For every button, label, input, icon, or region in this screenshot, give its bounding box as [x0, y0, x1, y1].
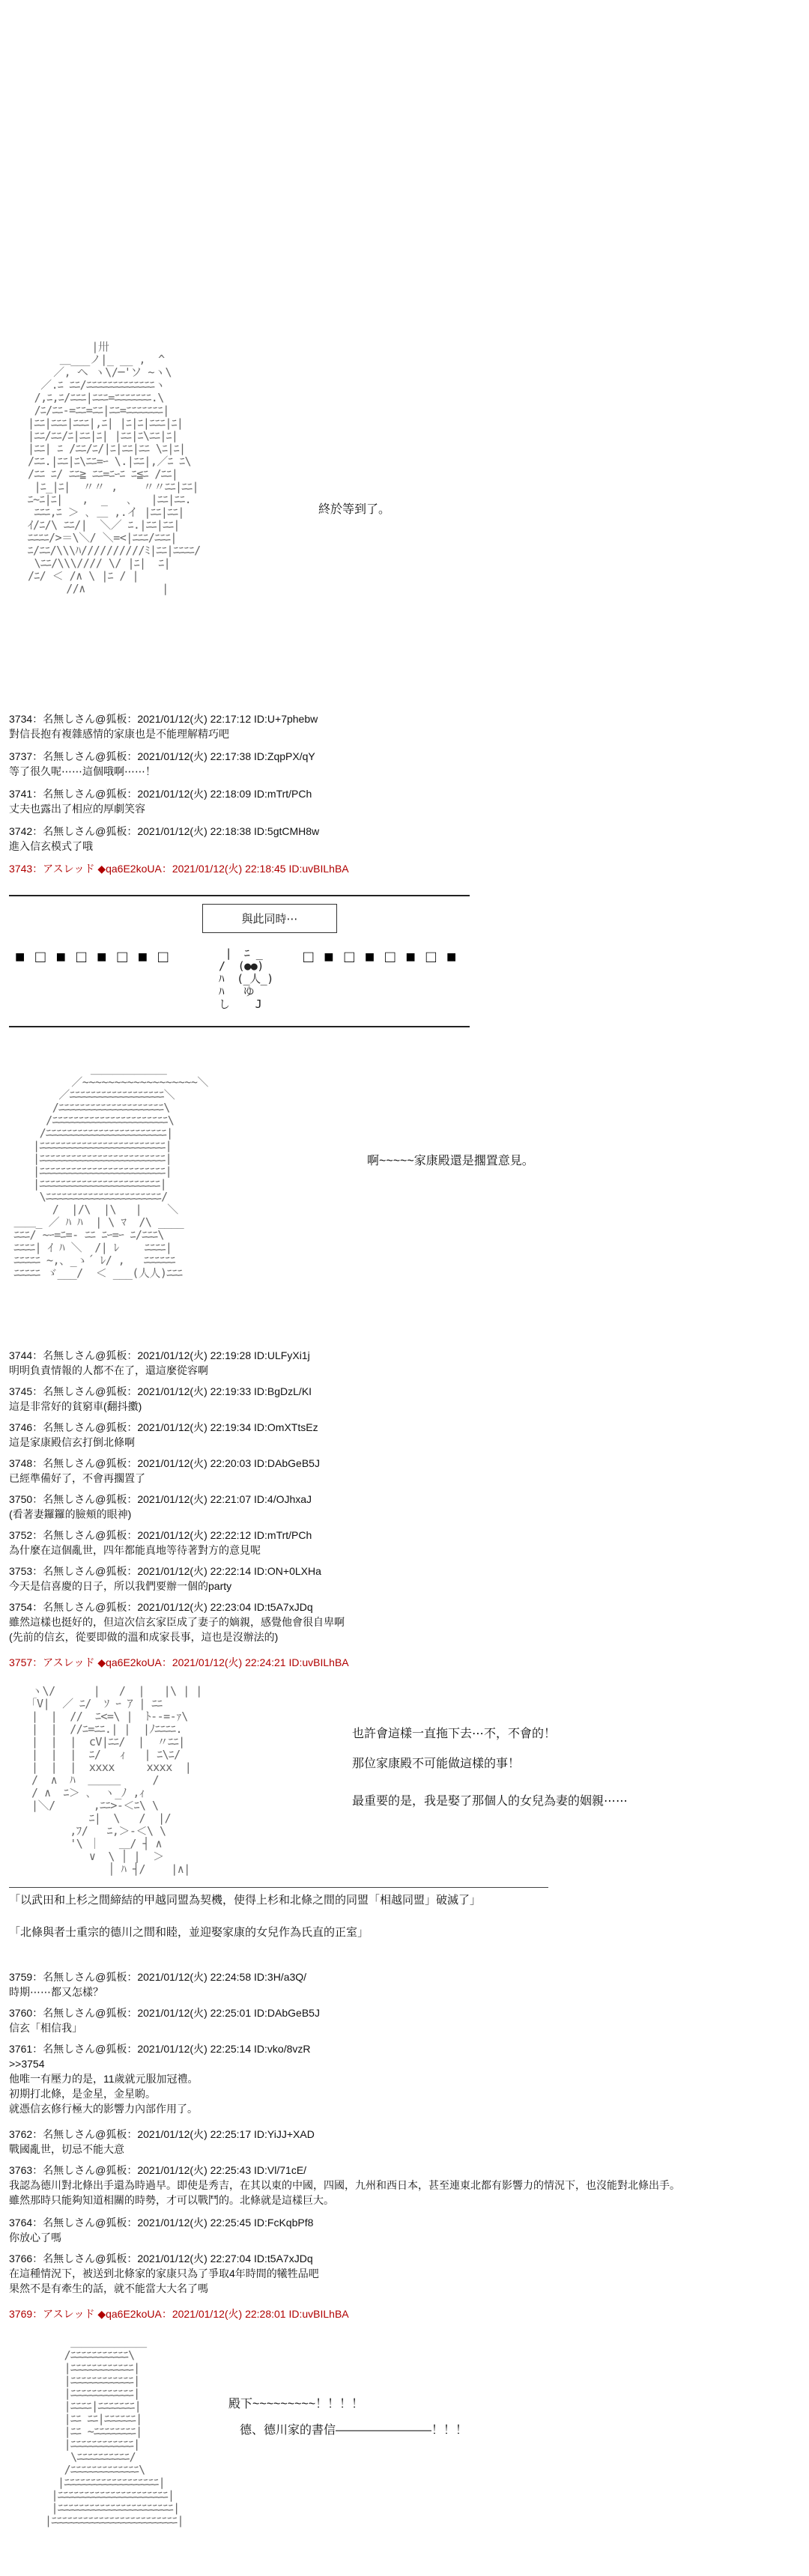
- post-header: 3734：名無しさん@狐板：2021/01/12(火) 22:17:12 ID:U+7phebw: [9, 713, 318, 725]
- post-body: 時期⋯⋯都又怎樣？: [9, 1986, 103, 1998]
- divider: [9, 1026, 470, 1027]
- post-body: 雖然這樣也挺好的，但這次信玄家臣成了妻子的嫡親，感覺他會很自卑啊 (先前的信玄，從要即做的溫和成家長事，這也是沒辦法的): [9, 1616, 345, 1643]
- post-body: 在這種情況下，被送到北條家的家康只為了爭取4年時間的犧牲品吧 果然不是有牽生的話，就不能當大大名了嗎: [9, 2267, 319, 2294]
- post-body: 等了很久呢⋯⋯這個哦啊⋯⋯！: [9, 765, 156, 777]
- forum-post: [9, 1456, 796, 1486]
- forum-post: [9, 1564, 796, 1594]
- ascii-art-character-3: ヽ\/ | / | |\ | | ｢V| ／ ﾆ/ ｿ ｰ ｱ | ﾆﾆ | | // ﾆ<=\ | ﾄ‐-=-ｧ\ | | //ﾆ=ﾆﾆ.| | |ﾉﾆﾆﾆﾆ. | | | cV|ﾆﾆ/ | 〃ﾆﾆ| | | | ﾆ/ ｨ | ﾆ\ﾆ/ | | | xxxx xxxx | / ∧ ﾊ ＿＿＿ / / ∧ ﾆ＞ ､ ヽ_ﾉ ,ｨ |＼/ ,ﾆﾆ>‐＜ﾆ\ \ ﾆ| \ / |/ ,ﾌ/ ﾆ,＞‐＜\ \ '\ ｜ ＿/ ┤ ∧ ∨ \ │ | ＞ │ ﾊ ┤/ |∧|: [31, 1684, 202, 1876]
- post-header: 3754：名無しさん@狐板：2021/01/12(火) 22:23:04 ID:t5A7xJDq: [9, 1601, 313, 1613]
- square-row-left: ■□■□■□■□: [15, 947, 179, 966]
- speech-line: 也許會這樣一直拖下去⋯不，不會的！: [352, 1728, 557, 1740]
- post-header: 3766：名無しさん@狐板：2021/01/12(火) 22:27:04 ID:t5A7xJDq: [9, 2253, 313, 2264]
- forum-post: [9, 2215, 796, 2245]
- forum-post: [9, 2251, 796, 2296]
- divider: [9, 1887, 548, 1888]
- post-body: 戰國亂世，切忌不能大意: [9, 2143, 124, 2155]
- narration-line: 「以武田和上杉之間締結的甲越同盟為契機，使得上杉和北條之間的同盟「相越同盟」破滅了」: [9, 1894, 482, 1907]
- post-body: 對信長抱有複雜感情的家康也是不能理解精巧吧: [9, 728, 229, 740]
- post-body: 這是家康殿信玄打倒北條啊: [9, 1436, 135, 1448]
- speech-line: 德、德川家的書信――――――――！！！: [240, 2424, 468, 2437]
- forum-post: [9, 786, 796, 816]
- forum-post: [9, 2127, 796, 2157]
- post-header: 3760：名無しさん@狐板：2021/01/12(火) 22:25:01 ID:DAbGeB5J: [9, 2007, 320, 2019]
- post-body: 信玄「相信我」: [9, 2022, 82, 2034]
- post-header: 3763：名無しさん@狐板：2021/01/12(火) 22:25:43 ID:Vl/71cE/: [9, 2164, 307, 2176]
- author-post: [9, 861, 796, 876]
- author-post: [9, 2306, 796, 2321]
- ascii-art-character-1: |卅 ＿___ノ|_ __ , ^ ／, ヘ ヽ\/─'ソ ~ヽ\ ／.ﾆ ﾆﾆ/ﾆﾆﾆﾆﾆﾆﾆﾆﾆﾆﾆﾆﾆヽ /,ﾆ,ﾆ/ﾆﾆﾆ|ﾆﾆﾆ=ﾆﾆﾆﾆﾆﾆﾆ.\ /ﾆ/ﾆﾆ-=ﾆﾆ=ﾆﾆ|ﾆﾆ=ﾆﾆﾆﾆﾆﾆﾆ| |ﾆﾆ|ﾆﾆﾆ|ﾆﾆﾆ|,ﾆ| |ﾆ|ﾆ|ﾆﾆﾆ|ﾆ| |ﾆﾆ/ﾆﾆ/ﾆ|ﾆﾆ|ﾆ| |ﾆﾆ|ﾆ\ﾆﾆ|ﾆ| |ﾆﾆ| ﾆ /ﾆﾆ/ﾆ/|ﾆ|ﾆﾆ|ﾆﾆ \ﾆ|ﾆ| /ﾆﾆ.|ﾆﾆ|ﾆ\ﾆﾆ=ｰ \.|ﾆﾆ|,／ﾆ ﾆ\ /ﾆﾆ ﾆ/ ﾆﾆ≧ ﾆﾆ=ﾆｰﾆ ﾆ≦ﾆ /ﾆﾆ| |ﾆ_|ﾆ| 〃〃 , 〃〃ﾆﾆ|ﾆﾆ| ﾆ~ﾆ|ﾆ| , _ ､ |ﾆﾆ|ﾆﾆ. ﾆﾆﾆ,ﾆ ＞ ､ ＿ ,.イ |ﾆﾆ|ﾆﾆ| ｲ/ﾆ/\ ﾆﾆ/| ＼／ ﾆ.|ﾆﾆ|ﾆﾆ| ﾆﾆﾆﾆ/>＝\＼/ ＼=<|ﾆﾆﾆ/ﾆﾆﾆ| ﾆ/ﾆﾆ/\\\ﾊ//////////ﾐ|ﾆﾆ|ﾆﾆﾆﾆ/ \ﾆﾆ/\\\//// \/ |ﾆ| ﾆ| /ﾆ/ ＜ /∧ \ |ﾆ / | //∧ |: [28, 340, 201, 595]
- post-body: >>3754 他唯一有壓力的是，11歲就元服加冠禮。 初期打北條，是金星，金星喲。 就憑信玄修行極大的影響力內部作用了。: [9, 2058, 199, 2115]
- post-header: 3753：名無しさん@狐板：2021/01/12(火) 22:22:14 ID:ON+0LXHa: [9, 1565, 321, 1577]
- post-body: 我認為德川對北條出手還為時過早。即使是秀吉，在其以東的中國，四國，九州和西日本，甚至連東北都有影響力的情況下，也沒能對北條出手。 雖然那時只能夠知道相關的時勢，才可以戰鬥的。北條就是這樣巨大。: [9, 2179, 680, 2206]
- ascii-art-character-4: ＿＿＿＿＿＿＿ /ﾆﾆﾆﾆﾆﾆﾆﾆﾆﾆﾆ\ |ﾆﾆﾆﾆﾆﾆﾆﾆﾆﾆﾆﾆ| |ﾆﾆﾆﾆﾆﾆﾆﾆﾆﾆﾆﾆ| |ﾆﾆﾆﾆﾆﾆﾆﾆﾆﾆﾆﾆ| |ﾆﾆﾆﾆ|ﾆﾆﾆﾆﾆﾆﾆ| |ﾆﾆ ﾆﾆ|ﾆﾆﾆﾆﾆﾆ| |ﾆﾆ ~ﾆﾆﾆﾆﾆﾆﾆﾆ| |ﾆﾆﾆﾆﾆﾆﾆﾆﾆﾆﾆﾆ| \ﾆﾆﾆﾆﾆﾆﾆﾆﾆﾆ/ /ﾆﾆﾆﾆﾆﾆﾆﾆﾆﾆﾆﾆﾆ\ |ﾆﾆﾆﾆﾆﾆﾆﾆﾆﾆﾆﾆﾆﾆﾆﾆﾆﾆ| |ﾆﾆﾆﾆﾆﾆﾆﾆﾆﾆﾆﾆﾆﾆﾆﾆﾆﾆﾆﾆﾆ| |ﾆﾆﾆﾆﾆﾆﾆﾆﾆﾆﾆﾆﾆﾆﾆﾆﾆﾆﾆﾆﾆﾆ| |ﾆﾆﾆﾆﾆﾆﾆﾆﾆﾆﾆﾆﾆﾆﾆﾆﾆﾆﾆﾆﾆﾆﾆﾆ|: [45, 2336, 184, 2527]
- speech-line: 啊~~~~~家康殿還是擱置意見。: [367, 1155, 534, 1167]
- post-header: 3752：名無しさん@狐板：2021/01/12(火) 22:22:12 ID:mTrt/PCh: [9, 1529, 312, 1541]
- post-header: 3745：名無しさん@狐板：2021/01/12(火) 22:19:33 ID:BgDzL/KI: [9, 1385, 312, 1397]
- post-body: 這是非常好的貧窮車(翻抖擻): [9, 1400, 142, 1412]
- post-body: 你放心了嗎: [9, 2232, 61, 2244]
- speech-line: 終於等到了。: [318, 503, 391, 516]
- post-body: 明明負責情報的人都不在了，還這麼從容啊: [9, 1364, 208, 1376]
- post-header: 3737：名無しさん@狐板：2021/01/12(火) 22:17:38 ID:ZqpPX/qY: [9, 750, 315, 762]
- scene-caption-box: 與此同時⋯: [202, 904, 337, 933]
- ascii-art-small-character: | ﾆ _ / (●●) ﾊ (_人_) ﾊ ゆ し J: [219, 947, 273, 1011]
- post-header: 3759：名無しさん@狐板：2021/01/12(火) 22:24:58 ID:3H/a3Q/: [9, 1971, 307, 1983]
- ascii-art-character-2: ＿＿＿＿＿＿＿ ／~~~~~~~~~~~~~~~~~~＼ ／ﾆﾆﾆﾆﾆﾆﾆﾆﾆﾆﾆﾆﾆﾆﾆﾆﾆﾆ＼ /ﾆﾆﾆﾆﾆﾆﾆﾆﾆﾆﾆﾆﾆﾆﾆﾆﾆﾆﾆﾆ\ /ﾆﾆﾆﾆﾆﾆﾆﾆﾆﾆﾆﾆﾆﾆﾆﾆﾆﾆﾆﾆﾆﾆ\ /ﾆﾆﾆﾆﾆﾆﾆﾆﾆﾆﾆﾆﾆﾆﾆﾆﾆﾆﾆﾆﾆﾆﾆ| |ﾆﾆﾆﾆﾆﾆﾆﾆﾆﾆﾆﾆﾆﾆﾆﾆﾆﾆﾆﾆﾆﾆﾆﾆ| |ﾆﾆﾆﾆﾆﾆﾆﾆﾆﾆﾆﾆﾆﾆﾆﾆﾆﾆﾆﾆﾆﾆﾆﾆ| |ﾆﾆﾆﾆﾆﾆﾆﾆﾆﾆﾆﾆﾆﾆﾆﾆﾆﾆﾆﾆﾆﾆﾆﾆ| |ﾆﾆﾆﾆﾆﾆﾆﾆﾆﾆﾆﾆﾆﾆﾆﾆﾆﾆﾆﾆﾆﾆﾆ| \ﾆﾆﾆﾆﾆﾆﾆﾆﾆﾆﾆﾆﾆﾆﾆﾆﾆﾆﾆﾆﾆﾆ/ / |/\ |\ | ＼ ＿＿_ ／ ﾊ ﾊ | \ ﾏ /\ ____ ﾆﾆﾆ/ ~ｰ=ﾆ=‐ ﾆﾆ ﾆｰ=ｰ ﾆ/ﾆﾆﾆ\ ﾆﾆﾆﾆ| ｲ ﾊ ＼ /| ﾚ ﾆﾆﾆﾆ| ﾆﾆﾆﾆﾆ ~,、_ゝ´ ﾚ/ , ﾆﾆﾆﾆﾆﾆ ﾆﾆﾆﾆﾆ ゞ___/ ＜ ___(人人)ﾆﾆﾆ: [13, 1063, 208, 1280]
- post-header: 3750：名無しさん@狐板：2021/01/12(火) 22:21:07 ID:4/OJhxaJ: [9, 1493, 312, 1505]
- forum-post: [9, 1384, 796, 1414]
- post-header: 3764：名無しさん@狐板：2021/01/12(火) 22:25:45 ID:FcKqbPf8: [9, 2217, 314, 2229]
- forum-post: [9, 711, 796, 741]
- forum-post: [9, 1969, 796, 1999]
- narration-line: 「北條與者士重宗的德川之間和睦，並迎娶家康的女兒作為氏直的正室」: [9, 1926, 369, 1939]
- forum-post: [9, 2005, 796, 2035]
- speech-line: 那位家康殿不可能做這樣的事！: [352, 1758, 521, 1770]
- divider: [9, 895, 470, 896]
- post-header: 3742：名無しさん@狐板：2021/01/12(火) 22:18:38 ID:5gtCMH8w: [9, 825, 320, 837]
- post-body: 丈夫也露出了相应的厚劇笑容: [9, 803, 145, 815]
- forum-post: [9, 2041, 796, 2116]
- post-body: 已經準備好了，不會再擱置了: [9, 1472, 145, 1484]
- post-header: 3762：名無しさん@狐板：2021/01/12(火) 22:25:17 ID:YiJJ+XAD: [9, 2128, 315, 2140]
- post-header: 3761：名無しさん@狐板：2021/01/12(火) 22:25:14 ID:vko/8vzR: [9, 2043, 311, 2055]
- forum-post: [9, 1420, 796, 1450]
- forum-post: [9, 1492, 796, 1522]
- post-header: 3744：名無しさん@狐板：2021/01/12(火) 22:19:28 ID:ULFyXi1j: [9, 1349, 310, 1361]
- author-post: [9, 1655, 796, 1670]
- forum-post: [9, 824, 796, 854]
- speech-line: 最重要的是，我是娶了那個人的女兒為妻的姻親⋯⋯: [352, 1795, 628, 1808]
- post-body: 今天是信喜慶的日子，所以我們要辦一個的party: [9, 1580, 232, 1592]
- post-header: 3743：アスレッド ◆qa6E2koUA：2021/01/12(火) 22:18:45 ID:uvBILhBA: [9, 863, 349, 875]
- post-body: (看著妻鑼鑼的臉頰的眼神): [9, 1508, 132, 1520]
- square-row-right: □■□■□■□■: [303, 947, 467, 966]
- post-body: 進入信玄模式了哦: [9, 840, 93, 852]
- post-header: 3757：アスレッド ◆qa6E2koUA：2021/01/12(火) 22:24:21 ID:uvBILhBA: [9, 1656, 349, 1668]
- forum-post: [9, 1600, 796, 1644]
- forum-post: [9, 2163, 796, 2208]
- forum-post: [9, 1528, 796, 1558]
- forum-post: [9, 749, 796, 779]
- post-header: 3769：アスレッド ◆qa6E2koUA：2021/01/12(火) 22:28:01 ID:uvBILhBA: [9, 2308, 349, 2320]
- post-header: 3746：名無しさん@狐板：2021/01/12(火) 22:19:34 ID:OmXTtsEz: [9, 1421, 318, 1433]
- post-body: 為什麼在這個亂世，四年都能真地等待著對方的意見呢: [9, 1544, 261, 1556]
- post-header: 3741：名無しさん@狐板：2021/01/12(火) 22:18:09 ID:mTrt/PCh: [9, 788, 312, 800]
- post-header: 3748：名無しさん@狐板：2021/01/12(火) 22:20:03 ID:DAbGeB5J: [9, 1457, 320, 1469]
- speech-line: 殿下~~~~~~~~~！！！！: [228, 2398, 364, 2411]
- forum-post: [9, 1348, 796, 1378]
